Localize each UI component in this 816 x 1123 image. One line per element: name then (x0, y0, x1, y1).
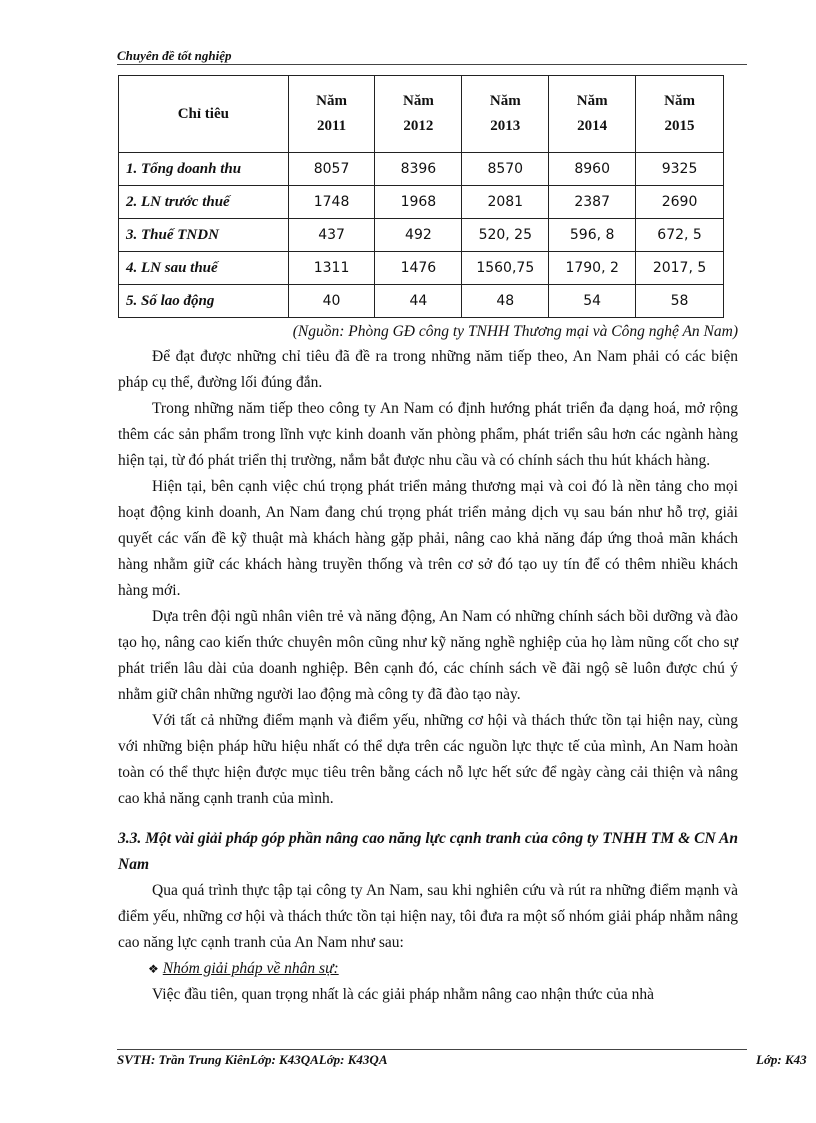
row-label: 2. LN trước thuế (119, 186, 289, 219)
header-cell (549, 76, 636, 153)
page-footer (117, 1049, 747, 1070)
financial-table (118, 75, 724, 318)
table-cell: 437 (288, 219, 375, 252)
paragraph: Với tất cả những điểm mạnh và điểm yếu, những cơ hội và thách thức tồn tại hiện nay, cùng với những biện pháp hữu hiệu nhất có thể dựa trên các nguồn lực thực tế của mình, An Nam hoàn toàn có thể thực hiện được mục tiêu trên bằng cách nỗ lực hết sức để ngày càng cải thiện và nâng cao khả năng cạnh tranh của mình. (118, 712, 738, 807)
table-cell: 54 (549, 285, 636, 318)
header-year: 2015 (664, 118, 695, 134)
table-cell: 520, 25 (462, 219, 549, 252)
paragraph: Để đạt được những chỉ tiêu đã đề ra trong những năm tiếp theo, An Nam phải có các biện pháp cụ thể, đường lối đúng đắn. (118, 348, 738, 391)
table-cell: 1968 (375, 186, 462, 219)
bullet-text: Nhóm giải pháp về nhân sự: (162, 960, 339, 977)
table-cell: 1790, 2 (549, 252, 636, 285)
header-cell (288, 76, 375, 153)
row-label: 5. Số lao động (119, 285, 289, 318)
paragraph: Trong những năm tiếp theo công ty An Nam có định hướng phát triển đa dạng hoá, mở rộng thêm các sản phẩm trong lĩnh vực kinh doanh văn phòng phẩm, phát triển sâu hơn các ngành hàng hiện tại, từ đó phát triển thị trường, nắm bắt được nhu cầu và có chính sách thu hút khách hàng. (118, 400, 738, 469)
row-label: 3. Thuế TNDN (119, 219, 289, 252)
document-body (118, 344, 738, 1008)
header-cell (375, 76, 462, 153)
header-label: Chỉ tiêu (177, 105, 229, 122)
header-title: Chuyên đề tốt nghiệp (117, 48, 232, 63)
table-cell: 40 (288, 285, 375, 318)
table-cell: 1476 (375, 252, 462, 285)
header-label: Năm (402, 93, 434, 109)
header-cell (636, 76, 724, 153)
table-cell: 8057 (288, 153, 375, 186)
page-header (117, 48, 747, 65)
table-cell: 596, 8 (549, 219, 636, 252)
header-label: Năm (664, 93, 695, 109)
table-cell: 58 (636, 285, 724, 318)
row-label: 4. LN sau thuế (119, 252, 289, 285)
table-cell: 2690 (636, 186, 724, 219)
table-cell: 2081 (462, 186, 549, 219)
table-row (119, 285, 724, 318)
row-label: 1. Tổng doanh thu (119, 153, 289, 186)
table-cell: 1311 (288, 252, 375, 285)
header-label: Năm (316, 93, 347, 109)
header-year: 2013 (490, 118, 521, 134)
header-year: 2012 (403, 118, 434, 134)
table-cell: 8570 (462, 153, 549, 186)
paragraph: Qua quá trình thực tập tại công ty An Nam, sau khi nghiên cứu và rút ra những điểm mạnh và điểm yếu, những cơ hội và thách thức tồn tại hiện nay, tôi đưa ra một số nhóm giải pháp nhằm nâng cao năng lực cạnh tranh của An Nam như sau: (118, 882, 738, 951)
table-row (119, 252, 724, 285)
table-cell: 48 (462, 285, 549, 318)
paragraph: Hiện tại, bên cạnh việc chú trọng phát triển mảng thương mại và coi đó là nền tảng cho mọi hoạt động kinh doanh, An Nam đang chú trọng phát triển mảng dịch vụ sau bán như hỗ trợ, giải quyết các vấn đề kỹ thuật mà khách hàng gặp phải, nâng cao khả năng đáp ứng thoả mãn khách hàng nhằm giữ các khách hàng truyền thống và trên cơ sở đó tạo uy tín để có thêm nhiều khách hàng mới. (118, 478, 738, 599)
paragraph: Dựa trên đội ngũ nhân viên trẻ và năng động, An Nam có những chính sách bồi dưỡng và đào tạo họ, nâng cao kiến thức chuyên môn cũng như kỹ năng nghề nghiệp của họ làm nũng cốt cho sự phát triển lâu dài của doanh nghiệp. Bên cạnh đó, các chính sách về đãi ngộ sẽ luôn được chú ý nhằm giữ chân những người lao động mà công ty đã đào tạo này. (118, 608, 738, 703)
header-cell (119, 76, 289, 153)
table-row (119, 153, 724, 186)
table-cell: 8960 (549, 153, 636, 186)
table-cell: 9325 (636, 153, 724, 186)
table-cell: 8396 (375, 153, 462, 186)
header-label: Năm (489, 93, 521, 109)
table-cell: 2017, 5 (636, 252, 724, 285)
table-source-note: (Nguồn: Phòng GĐ công ty TNHH Thương mại và Công nghệ An Nam) (292, 323, 738, 340)
diamond-bullet-icon: ❖ (148, 962, 159, 976)
header-cell (462, 76, 549, 153)
paragraph: Việc đầu tiên, quan trọng nhất là các giải pháp nhằm nâng cao nhận thức của nhà (152, 986, 654, 1003)
header-year: 2014 (577, 118, 608, 134)
header-year: 2011 (316, 118, 347, 134)
table-header-row (119, 76, 724, 153)
table-cell: 44 (375, 285, 462, 318)
table-cell: 672, 5 (636, 219, 724, 252)
table-cell: 1560,75 (462, 252, 549, 285)
footer-right: Lớp: K43 (756, 1052, 807, 1067)
footer-left: SVTH: Trần Trung KiênLớp: K43QALớp: K43QA (117, 1052, 388, 1067)
header-label: Năm (576, 93, 608, 109)
section-heading: 3.3. Một vài giải pháp góp phần nâng cao năng lực cạnh tranh của công ty TNHH TM & CN An Nam (118, 830, 738, 873)
table-row (119, 186, 724, 219)
table-cell: 492 (375, 219, 462, 252)
table-row (119, 219, 724, 252)
table-cell: 1748 (288, 186, 375, 219)
table-cell: 2387 (549, 186, 636, 219)
bullet-item (118, 956, 738, 982)
